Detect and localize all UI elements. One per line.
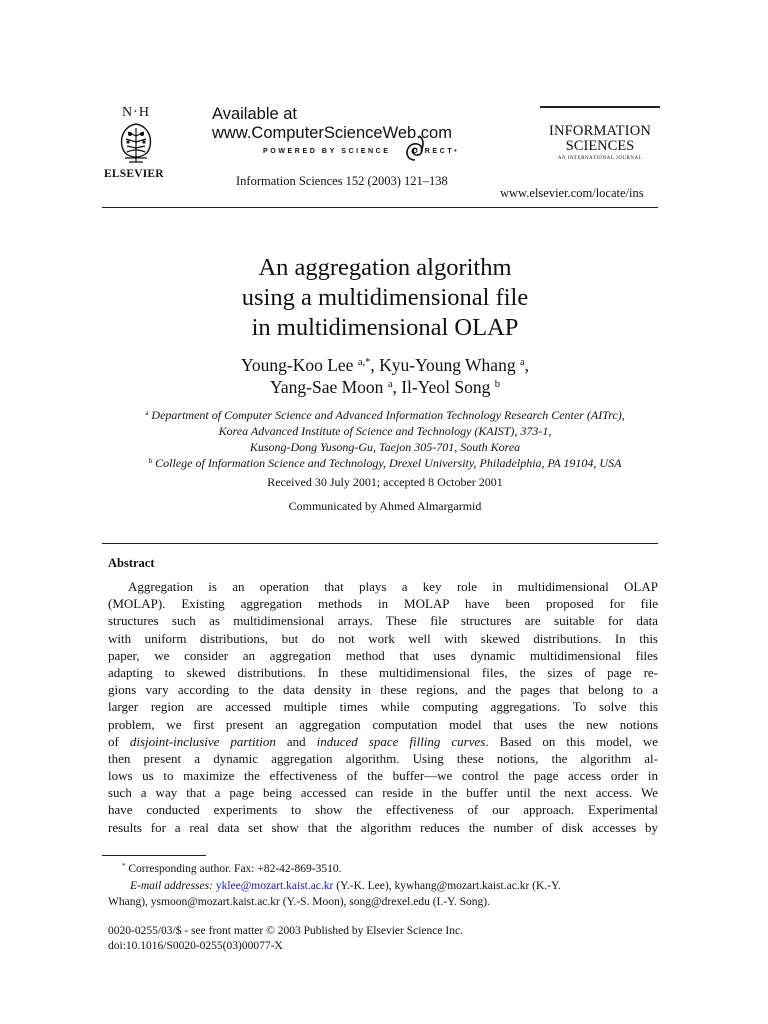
abstract-text: and [275, 733, 317, 749]
affiliation-a-line-1 [102, 407, 668, 423]
abstract-body [108, 578, 658, 836]
term-disjoint-inclusive-partition: disjoint-inclusive partition [129, 733, 276, 749]
affiliation-b-line-1 [102, 455, 668, 471]
abstract-line: adapting to skewed distributions. In these multidimensional files, the sizes of page re- [108, 664, 658, 680]
abstract-line: paper, we consider an aggregation method that uses dynamic multidimensional files [108, 647, 658, 663]
abstract-divider [102, 543, 658, 544]
abstract-line: (MOLAP). Existing aggregation methods in MOLAP have been proposed for file [108, 596, 658, 612]
elsevier-logo [104, 105, 168, 180]
powered-by-label: POWERED BY SCIENCE DIRECT• [263, 148, 460, 155]
website-link[interactable]: www.ComputerScienceWeb.com [212, 124, 452, 142]
elsevier-wordmark: ELSEVIER [104, 168, 164, 180]
authors-line-2: Yang-Sae Moon $^a$, Il-Yeol Song $^b$ [270, 377, 500, 397]
footnote-divider [102, 855, 206, 856]
paper-title-line-3: in multidimensional OLAP [251, 314, 519, 341]
corresponding-author-footnote [122, 863, 341, 875]
author-affiliation-mark: a [387, 379, 393, 391]
abstract-line: have conducted experiments to show the effectiveness of our approach. Experimental [108, 802, 658, 818]
authors-line-1: Young-Koo Lee $^{a,*}$, Kyu-Young Whang $^a$, [241, 355, 529, 375]
abstract-text: of [108, 733, 130, 749]
doi-identifier: doi:10.1016/S0020-0255(03)00077-X [108, 940, 283, 952]
author-affiliation-mark: a,* [357, 357, 371, 369]
paper-title-line-2: using a multidimensional file [241, 284, 529, 311]
author-name: Yang-Sae Moon [270, 377, 384, 397]
logo-line-information: INFORMATION [548, 123, 652, 139]
email-footnote-continued: Whang), ysmoon@mozart.kaist.ac.kr (Y.-S. Moon), song@drexel.edu (I.-Y. Song). [108, 896, 490, 908]
affiliation-text: College of Information Science and Technology, Drexel University, Philadelphia, PA 19104, USA [155, 456, 622, 470]
abstract-line: lows us to maximize the effectiveness of the buffer—we control the page access order in [108, 768, 658, 784]
author-name: Young-Koo Lee [241, 355, 354, 375]
logo-line-subtitle: AN INTERNATIONAL JOURNAL [557, 156, 643, 161]
email-label: E-mail addresses: [130, 880, 213, 892]
affiliation-mark: a [145, 409, 149, 418]
term-induced-space-filling-curves: induced space filling curves [316, 733, 486, 749]
author-name: Kyu-Young Whang [379, 355, 516, 375]
abstract-line: problem, we first present an aggregation computation model that uses the new notions [108, 716, 658, 732]
elsevier-tree-icon [117, 122, 155, 166]
author-affiliation-mark: b [494, 379, 500, 391]
abstract-line: larger region are accessed multiple times while computing aggregations. To solve this [108, 699, 658, 715]
abstract-line: with uniform distributions, but do not work well with skewed distributions. In this [108, 630, 658, 646]
abstract-line-with-emphasis [108, 733, 658, 750]
communicated-by: Communicated by Ahmed Almargarmid [288, 499, 482, 513]
author-name: Il-Yeol Song [401, 377, 491, 397]
email-footnote [130, 880, 561, 892]
abstract-line: gions vary according to the data density in these regions, and the pages that belong to a [108, 682, 658, 698]
email-text: (Y.-K. Lee), kywhang@mozart.kaist.ac.kr (K.-Y. [333, 880, 561, 892]
affiliation-a-line-3: Kusong-Dong Yusong-Gu, Taejon 305-701, South Korea [249, 440, 521, 454]
author-affiliation-mark: a [519, 357, 525, 369]
header-divider [102, 207, 658, 208]
abstract-line: then present a dynamic aggregation algorithm. Using these notions, the algorithm al- [108, 750, 658, 766]
abstract-text: . Based on this model, we [485, 733, 658, 749]
journal-reference: Information Sciences 152 (2003) 121–138 [236, 174, 448, 188]
logo-top-rule [540, 106, 660, 108]
powered-by-text: POWERED BY SCIENCE [263, 148, 391, 155]
affiliation-a-line-2: Korea Advanced Institute of Science and Technology (KAIST), 373-1, [218, 424, 552, 438]
affiliation-mark: b [148, 457, 153, 466]
available-at-label: Available at [212, 105, 298, 123]
abstract-heading: Abstract [108, 556, 155, 570]
logo-line-sciences: SCIENCES [565, 138, 635, 154]
copyright-notice: 0020-0255/03/$ - see front matter © 2003 Published by Elsevier Science Inc. [108, 925, 463, 937]
received-dates: Received 30 July 2001; accepted 8 October 2001 [267, 475, 503, 489]
elsevier-monogram: N·H [122, 105, 150, 120]
powered-by-direct-text: DIRECT [412, 148, 455, 155]
email-link-lee[interactable]: yklee@mozart.kaist.ac.kr [215, 880, 334, 892]
footnote-mark: * [122, 863, 126, 871]
affiliation-text: Department of Computer Science and Advanced Information Technology Research Center (AITrc), [151, 408, 625, 422]
paper-title-line-1: An aggregation algorithm [258, 254, 512, 281]
abstract-line: structures such as multidimensional arrays. These file structures are suitable for data [108, 613, 658, 629]
abstract-line: results for a real data set show that the algorithm reduces the number of disk accesses by [108, 819, 658, 835]
abstract-line: Aggregation is an operation that plays a key role in multidimensional OLAP [128, 579, 658, 594]
footnote-text: Corresponding author. Fax: +82-42-869-3510. [128, 863, 342, 875]
journal-url-link[interactable]: www.elsevier.com/locate/ins [500, 186, 644, 200]
sciencedirect-swirl-icon [402, 134, 428, 164]
abstract-line: such a way that a page being accessed can reside in the buffer until the next access. We [108, 785, 658, 801]
information-sciences-logo [540, 106, 660, 161]
